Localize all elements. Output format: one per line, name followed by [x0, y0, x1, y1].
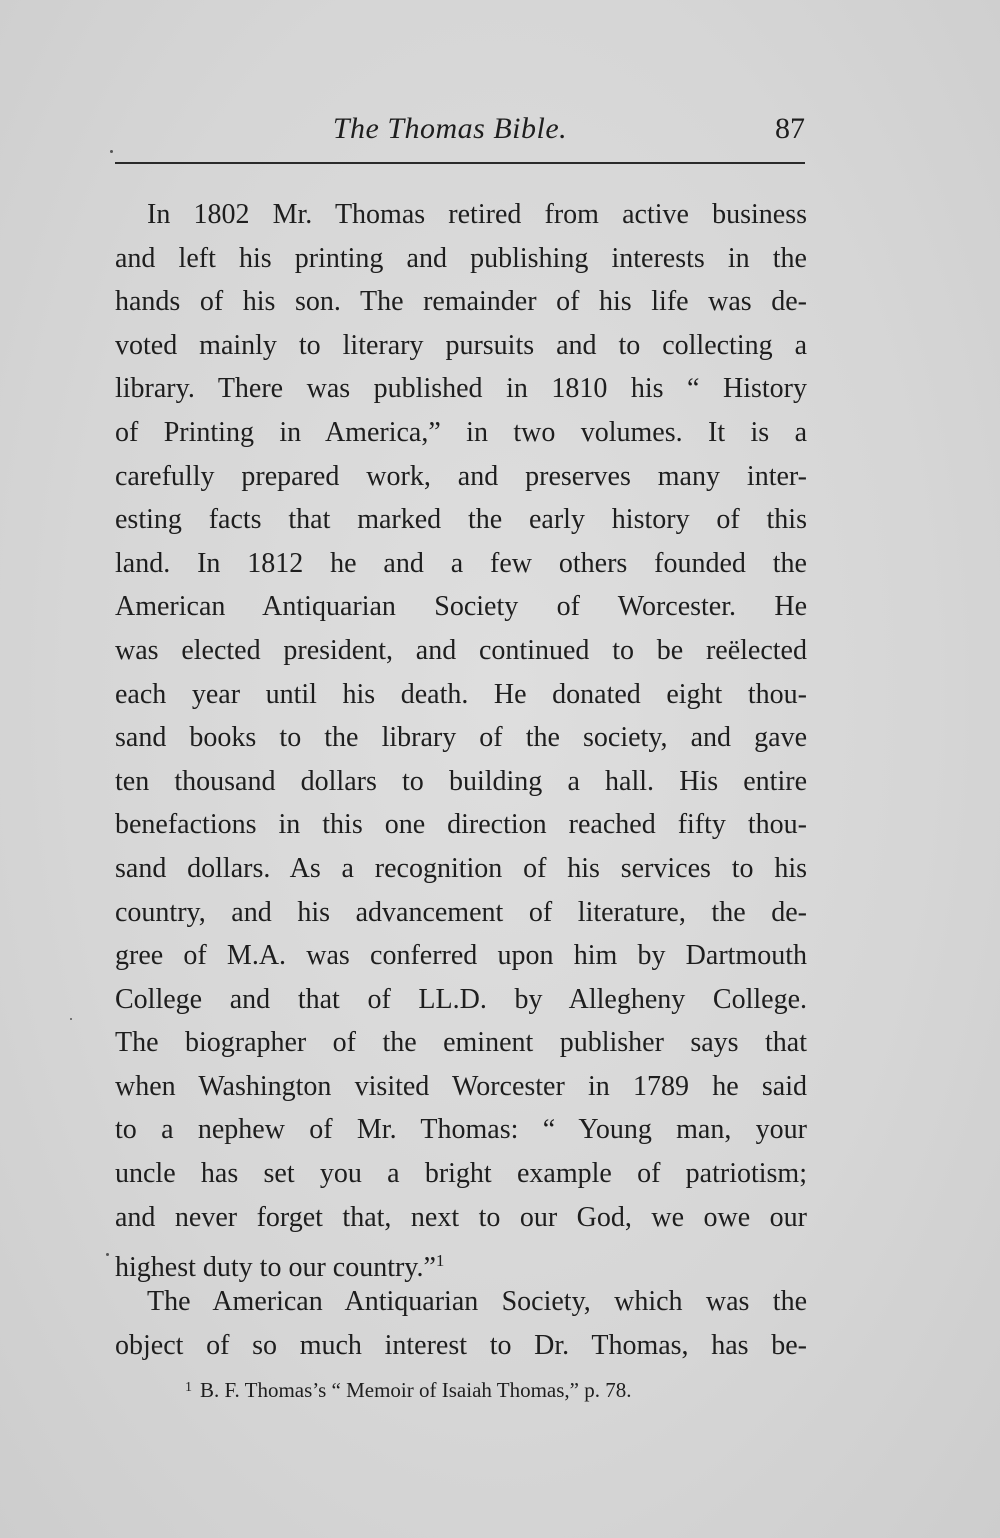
- text-line: uncle has set you a bright example of patriotism;: [115, 1158, 807, 1190]
- text-line: voted mainly to literary pursuits and to collecting a: [115, 329, 807, 361]
- text-line: library. There was published in 1810 his “ History: [115, 373, 807, 405]
- text-line: esting facts that marked the early history of this: [115, 504, 807, 536]
- text-line: ten thousand dollars to building a hall. His entire: [115, 765, 807, 797]
- text-line: land. In 1812 he and a few others founded the: [115, 547, 807, 579]
- paper-speck: [70, 1018, 72, 1020]
- text-line: sand dollars. As a recognition of his services to his: [115, 852, 807, 884]
- text-line: hands of his son. The remainder of his life was de-: [115, 286, 807, 318]
- footnote-text: B. F. Thomas’s “ Memoir of Isaiah Thomas,” p. 78.: [200, 1378, 632, 1402]
- footnote: [185, 1378, 632, 1403]
- paragraph-1: [115, 193, 807, 1290]
- page-header: [115, 112, 805, 160]
- paper-speck: [110, 150, 113, 153]
- last-line-text: highest duty to our country.”: [115, 1252, 436, 1284]
- text-line: The biographer of the eminent publisher says that: [115, 1027, 807, 1059]
- text-line: carefully prepared work, and preserves many inter-: [115, 460, 807, 492]
- text-line: benefactions in this one direction reached fifty thou-: [115, 809, 807, 841]
- text-line: of Printing in America,” in two volumes. It is a: [115, 416, 807, 448]
- text-line: to a nephew of Mr. Thomas: “ Young man, your: [115, 1114, 807, 1146]
- text-line: and never forget that, next to our God, we owe our: [115, 1201, 807, 1233]
- text-line: object of so much interest to Dr. Thomas, has be-: [115, 1329, 807, 1361]
- text-line: The American Antiquarian Society, which was the: [147, 1286, 807, 1317]
- text-line: country, and his advancement of literature, the de-: [115, 896, 807, 928]
- running-title: The Thomas Bible.: [332, 112, 568, 145]
- text-line: was elected president, and continued to be reëlected: [115, 634, 807, 666]
- paragraph-2: [115, 1280, 807, 1367]
- page-number: 87: [775, 112, 805, 145]
- text-line: College and that of LL.D. by Allegheny College.: [115, 983, 807, 1015]
- text-line: American Antiquarian Society of Worcester. He: [115, 591, 807, 623]
- text-line: each year until his death. He donated eight thou-: [115, 678, 807, 710]
- header-rule: [115, 162, 805, 164]
- text-line: and left his printing and publishing interests in the: [115, 242, 807, 274]
- text-line: gree of M.A. was conferred upon him by Dartmouth: [115, 940, 807, 972]
- paper-speck: [106, 1253, 109, 1256]
- footnote-reference: 1: [435, 1251, 445, 1271]
- text-line: sand books to the library of the society, and gave: [115, 722, 807, 754]
- text-line: when Washington visited Worcester in 1789 he said: [115, 1070, 807, 1102]
- footnote-marker: 1: [185, 1380, 192, 1395]
- text-line: In 1802 Mr. Thomas retired from active business: [147, 199, 807, 230]
